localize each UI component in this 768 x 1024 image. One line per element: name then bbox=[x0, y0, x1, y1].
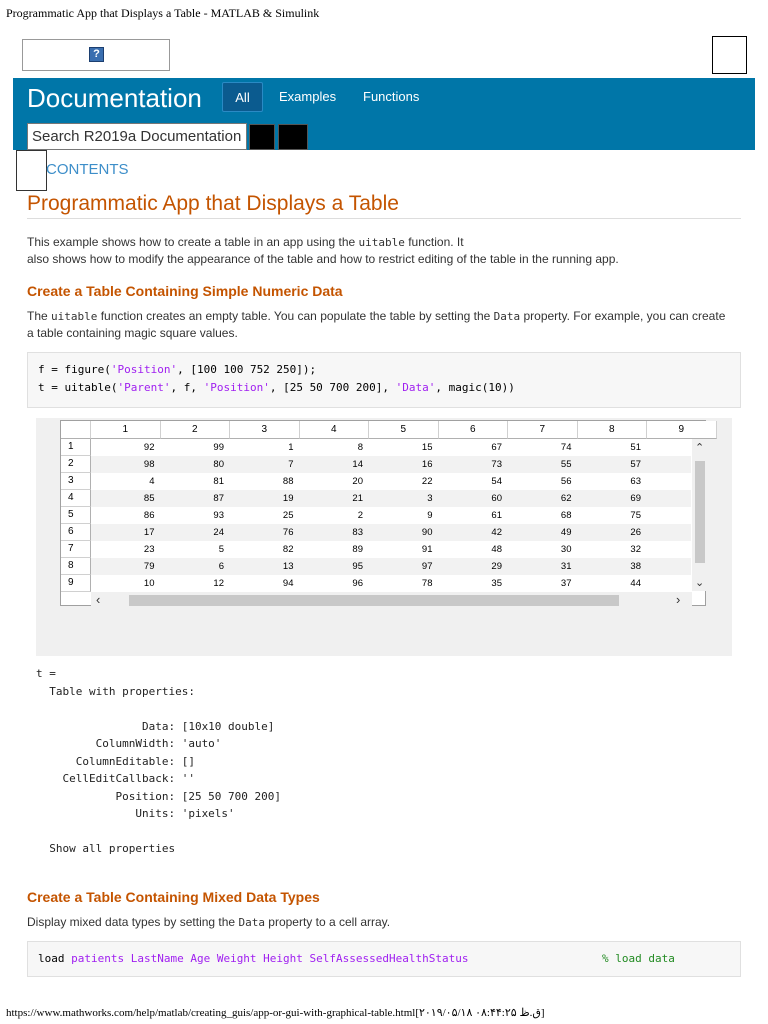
table-cell[interactable]: 57 bbox=[630, 459, 641, 470]
code-block-uitable[interactable] bbox=[27, 352, 741, 408]
column-header[interactable]: 1 bbox=[91, 421, 161, 439]
column-header[interactable]: 8 bbox=[578, 421, 648, 439]
code-string: patients LastName Age Weight Height SelfAssessedHealthStatus bbox=[71, 952, 469, 965]
table-cell[interactable]: 79 bbox=[143, 561, 155, 572]
documentation-header bbox=[13, 78, 755, 150]
column-header[interactable]: 4 bbox=[300, 421, 370, 439]
column-header[interactable]: 5 bbox=[369, 421, 439, 439]
table-cell[interactable]: 74 bbox=[560, 442, 572, 453]
para-text: The bbox=[27, 309, 52, 323]
table-cell[interactable]: 3 bbox=[427, 493, 433, 504]
table-cell[interactable]: 69 bbox=[630, 493, 641, 504]
table-cell[interactable]: 68 bbox=[560, 510, 572, 521]
row-header[interactable]: 5 bbox=[61, 507, 91, 524]
tab-examples[interactable]: Examples bbox=[279, 89, 337, 104]
output-line: t = bbox=[36, 667, 56, 680]
table-cell[interactable]: 61 bbox=[491, 510, 502, 521]
table-cell[interactable]: 73 bbox=[491, 459, 502, 470]
column-header[interactable]: 3 bbox=[230, 421, 300, 439]
table-cell[interactable]: 22 bbox=[421, 476, 433, 487]
horizontal-scrollbar[interactable] bbox=[91, 592, 692, 607]
scroll-up-icon[interactable]: ⌃ bbox=[695, 442, 705, 454]
table-cell[interactable]: 76 bbox=[282, 527, 294, 538]
row-header[interactable]: 7 bbox=[61, 541, 91, 558]
code-string: 'Position' bbox=[203, 381, 270, 394]
inline-code: Data bbox=[238, 916, 265, 929]
code-line bbox=[38, 379, 730, 397]
table-cell[interactable]: 8 bbox=[357, 442, 363, 453]
table-corner-header bbox=[61, 421, 91, 439]
inline-code: uitable bbox=[51, 310, 98, 323]
contents-link[interactable]: CONTENTS bbox=[46, 161, 129, 178]
table-cell[interactable]: 12 bbox=[213, 578, 224, 589]
print-page-footer: https://www.mathworks.com/help/matlab/creating_guis/app-or-gui-with-graphical-table.html[۲۰۱۹/۰۵/۱۸ ۰۸:۴۴:۲۵ ق.ظ] bbox=[6, 1007, 545, 1019]
table-cell[interactable]: 56 bbox=[560, 476, 572, 487]
vertical-scroll-thumb[interactable] bbox=[695, 461, 705, 563]
intro-text-line2: also shows how to modify the appearance of the table and how to restrict editing of the table in the running app. bbox=[27, 252, 619, 266]
table-cell[interactable]: 26 bbox=[630, 527, 641, 538]
table-cell[interactable]: 10 bbox=[143, 578, 155, 589]
table-cell[interactable]: 15 bbox=[421, 442, 433, 453]
horizontal-scroll-thumb[interactable] bbox=[129, 595, 619, 606]
column-header[interactable]: 6 bbox=[439, 421, 509, 439]
row-header[interactable]: 8 bbox=[61, 558, 91, 575]
para-text: property. For example, you can create bbox=[520, 309, 726, 323]
table-cell[interactable]: 32 bbox=[630, 544, 641, 555]
table-cell[interactable]: 80 bbox=[213, 459, 224, 470]
scroll-right-icon[interactable]: › bbox=[676, 592, 681, 607]
table-cell[interactable]: 88 bbox=[282, 476, 294, 487]
table-cell[interactable]: 60 bbox=[491, 493, 502, 504]
table-cell[interactable]: 14 bbox=[352, 459, 363, 470]
code-block-load[interactable] bbox=[27, 941, 741, 977]
table-cell[interactable]: 90 bbox=[421, 527, 433, 538]
table-cell[interactable]: 81 bbox=[213, 476, 224, 487]
table-cell[interactable]: 17 bbox=[143, 527, 155, 538]
table-cell[interactable]: 25 bbox=[282, 510, 294, 521]
output-line bbox=[36, 823, 281, 841]
output-line: Units: 'pixels' bbox=[36, 807, 235, 820]
documentation-title[interactable]: Documentation bbox=[27, 83, 202, 113]
table-cell[interactable]: 91 bbox=[421, 544, 433, 555]
row-header[interactable]: 3 bbox=[61, 473, 91, 490]
inline-code: uitable bbox=[358, 236, 405, 249]
table-cell[interactable]: 75 bbox=[630, 510, 641, 521]
table-cell[interactable]: 93 bbox=[213, 510, 224, 521]
table-cell[interactable]: 48 bbox=[491, 544, 502, 555]
search-input[interactable] bbox=[27, 123, 247, 150]
intro-text: function. It bbox=[404, 235, 464, 249]
inline-code: Data bbox=[493, 310, 521, 323]
row-header[interactable]: 1 bbox=[61, 439, 91, 456]
search-button[interactable] bbox=[278, 124, 308, 150]
section1-paragraph bbox=[27, 308, 747, 342]
table-cell[interactable]: 87 bbox=[213, 493, 224, 504]
column-header[interactable]: 7 bbox=[508, 421, 578, 439]
output-line: ColumnWidth: 'auto' bbox=[36, 737, 222, 750]
table-cell[interactable]: 2 bbox=[357, 510, 363, 521]
section-heading-numeric: Create a Table Containing Simple Numeric Data bbox=[27, 283, 343, 299]
tab-functions[interactable]: Functions bbox=[363, 89, 420, 104]
print-page-title: Programmatic App that Displays a Table - MATLAB & Simulink bbox=[6, 6, 320, 20]
code-text: , [25 50 700 200], bbox=[269, 381, 396, 394]
table-cell[interactable]: 6 bbox=[218, 561, 224, 572]
output-line: ColumnEditable: [] bbox=[36, 754, 195, 768]
code-string: 'Parent' bbox=[117, 381, 171, 394]
table-cell[interactable]: 94 bbox=[282, 578, 294, 589]
title-divider bbox=[27, 218, 741, 219]
para-text-line2: a table containing magic square values. bbox=[27, 326, 238, 340]
scroll-down-icon[interactable]: ⌄ bbox=[695, 577, 705, 589]
code-text: , [100 100 752 250]); bbox=[177, 363, 317, 376]
menu-placeholder-box[interactable] bbox=[712, 36, 747, 74]
code-string: 'Data' bbox=[395, 381, 436, 394]
code-text: t = uitable( bbox=[38, 381, 118, 394]
output-line: Table with properties: bbox=[36, 684, 195, 698]
column-header[interactable]: 2 bbox=[161, 421, 231, 439]
table-cell[interactable]: 16 bbox=[421, 459, 433, 470]
table-cell[interactable]: 23 bbox=[143, 544, 155, 555]
table-cell[interactable]: 31 bbox=[560, 561, 572, 572]
table-cell[interactable]: 21 bbox=[352, 493, 363, 504]
table-cell[interactable]: 4 bbox=[149, 476, 155, 487]
command-output bbox=[36, 665, 281, 858]
output-line: CellEditCallback: '' bbox=[36, 772, 195, 785]
para-text: function creates an empty table. You can populate the table by setting the bbox=[97, 309, 494, 323]
para-text: Display mixed data types by setting the bbox=[27, 915, 239, 929]
table-cell[interactable]: 63 bbox=[630, 476, 641, 487]
code-text: , f, bbox=[170, 381, 204, 394]
table-cell[interactable]: 67 bbox=[491, 442, 502, 453]
table-cell[interactable]: 19 bbox=[282, 493, 294, 504]
table-cell[interactable]: 44 bbox=[630, 578, 641, 589]
table-cell[interactable]: 42 bbox=[491, 527, 502, 538]
para-text: property to a cell array. bbox=[264, 915, 391, 929]
table-cell[interactable]: 5 bbox=[218, 544, 224, 555]
table-cell[interactable]: 89 bbox=[352, 544, 363, 555]
table-cell[interactable]: 78 bbox=[421, 578, 433, 589]
table-cell[interactable]: 92 bbox=[143, 442, 155, 453]
table-cell[interactable]: 86 bbox=[143, 510, 155, 521]
table-cell[interactable]: 9 bbox=[427, 510, 433, 521]
table-cell[interactable]: 49 bbox=[560, 527, 572, 538]
table-cell[interactable]: 82 bbox=[282, 544, 294, 555]
table-cell[interactable]: 1 bbox=[288, 442, 294, 453]
table-cell[interactable]: 85 bbox=[143, 493, 155, 504]
table-cell[interactable]: 95 bbox=[352, 561, 363, 572]
column-header[interactable]: 9 bbox=[647, 421, 717, 439]
section-heading-mixed: Create a Table Containing Mixed Data Types bbox=[27, 889, 320, 905]
table-cell[interactable]: 96 bbox=[352, 578, 363, 589]
code-text: f = figure( bbox=[38, 363, 111, 376]
table-cell[interactable]: 24 bbox=[213, 527, 224, 538]
code-comment: % load data bbox=[602, 952, 675, 965]
table-cell[interactable]: 98 bbox=[143, 459, 155, 470]
intro-paragraph bbox=[27, 234, 747, 268]
table-cell[interactable]: 54 bbox=[491, 476, 502, 487]
code-text: , magic(10)) bbox=[435, 381, 515, 394]
table-cell[interactable]: 51 bbox=[630, 442, 641, 453]
table-cell[interactable]: 30 bbox=[560, 544, 572, 555]
tab-all[interactable]: All bbox=[222, 82, 263, 112]
code-line bbox=[38, 361, 730, 379]
output-line: Position: [25 50 700 200] bbox=[36, 789, 282, 803]
uitable[interactable] bbox=[60, 420, 706, 606]
table-cell[interactable]: 99 bbox=[213, 442, 224, 453]
row-header[interactable]: 2 bbox=[61, 456, 91, 473]
output-line bbox=[36, 700, 281, 718]
table-cell[interactable]: 29 bbox=[491, 561, 502, 572]
table-cell[interactable]: 55 bbox=[560, 459, 572, 470]
figure-window bbox=[36, 418, 732, 656]
row-header[interactable]: 6 bbox=[61, 524, 91, 541]
row-header[interactable]: 4 bbox=[61, 490, 91, 507]
table-cell[interactable]: 38 bbox=[630, 561, 641, 572]
vertical-scrollbar[interactable] bbox=[692, 439, 707, 591]
logo-placeholder[interactable] bbox=[22, 39, 170, 71]
table-cell[interactable]: 13 bbox=[282, 561, 294, 572]
section2-paragraph bbox=[27, 914, 747, 931]
code-string: 'Position' bbox=[110, 363, 178, 376]
search-scope-button[interactable] bbox=[249, 124, 275, 150]
page-title: Programmatic App that Displays a Table bbox=[27, 192, 399, 215]
table-cell[interactable]: 83 bbox=[352, 527, 363, 538]
table-cell[interactable]: 7 bbox=[288, 459, 294, 470]
row-header[interactable]: 9 bbox=[61, 575, 91, 592]
table-cell[interactable]: 97 bbox=[421, 561, 433, 572]
table-cell[interactable]: 35 bbox=[491, 578, 502, 589]
table-cell[interactable]: 20 bbox=[352, 476, 363, 487]
scroll-left-icon[interactable]: ‹ bbox=[96, 592, 101, 607]
missing-image-icon: ? bbox=[89, 47, 104, 62]
table-cell[interactable]: 37 bbox=[560, 578, 572, 589]
table-cell[interactable]: 62 bbox=[560, 493, 572, 504]
code-text: load bbox=[38, 952, 72, 965]
intro-text: This example shows how to create a table in an app using the bbox=[27, 235, 359, 249]
contents-toggle-box[interactable] bbox=[16, 150, 47, 191]
show-all-properties-link[interactable]: Show all properties bbox=[36, 842, 176, 855]
output-line: Data: [10x10 double] bbox=[36, 719, 275, 733]
